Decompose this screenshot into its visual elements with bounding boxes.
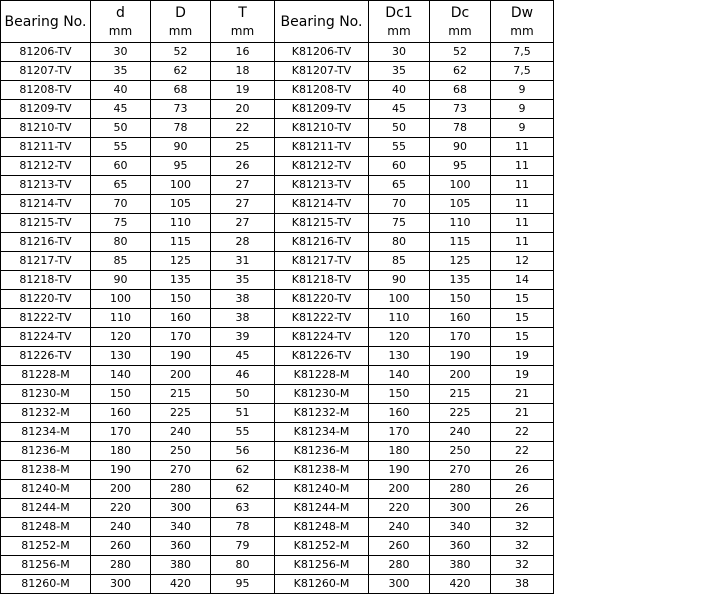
cell-bearing-no: 81224-TV (1, 328, 91, 347)
cell-t: 25 (211, 138, 275, 157)
cell-k-bearing-no: K81215-TV (275, 214, 369, 233)
cell-d: 85 (91, 252, 151, 271)
cell-d: 220 (91, 499, 151, 518)
cell-outer-d: 190 (151, 347, 211, 366)
cell-dw: 19 (491, 366, 554, 385)
cell-dc1: 35 (369, 62, 430, 81)
header-unit: mm (230, 23, 255, 38)
header-label: Dc (450, 4, 470, 21)
cell-bearing-no: 81240-M (1, 480, 91, 499)
cell-dw: 9 (491, 81, 554, 100)
cell-dc1: 55 (369, 138, 430, 157)
cell-dc: 115 (430, 233, 491, 252)
cell-d: 65 (91, 176, 151, 195)
header-label: Dc1 (385, 4, 413, 21)
table-row (1, 43, 554, 62)
cell-dw: 26 (491, 461, 554, 480)
cell-outer-d: 110 (151, 214, 211, 233)
cell-outer-d: 240 (151, 423, 211, 442)
cell-k-bearing-no: K81260-M (275, 575, 369, 594)
cell-outer-d: 380 (151, 556, 211, 575)
cell-dc: 68 (430, 81, 491, 100)
cell-bearing-no: 81213-TV (1, 176, 91, 195)
cell-k-bearing-no: K81256-M (275, 556, 369, 575)
header-row (1, 1, 554, 43)
cell-t: 35 (211, 271, 275, 290)
cell-dw: 15 (491, 290, 554, 309)
cell-dc: 225 (430, 404, 491, 423)
cell-t: 63 (211, 499, 275, 518)
cell-t: 20 (211, 100, 275, 119)
cell-dw: 38 (491, 575, 554, 594)
cell-k-bearing-no: K81240-M (275, 480, 369, 499)
cell-dw: 21 (491, 404, 554, 423)
cell-t: 27 (211, 176, 275, 195)
cell-outer-d: 250 (151, 442, 211, 461)
cell-k-bearing-no: K81226-TV (275, 347, 369, 366)
cell-dc: 135 (430, 271, 491, 290)
cell-k-bearing-no: K81234-M (275, 423, 369, 442)
cell-k-bearing-no: K81238-M (275, 461, 369, 480)
cell-bearing-no: 81218-TV (1, 271, 91, 290)
header-T (211, 1, 275, 43)
cell-bearing-no: 81222-TV (1, 309, 91, 328)
cell-t: 19 (211, 81, 275, 100)
cell-d: 150 (91, 385, 151, 404)
header-bearing-no-k (275, 1, 369, 43)
cell-dc: 380 (430, 556, 491, 575)
cell-t: 62 (211, 480, 275, 499)
cell-d: 90 (91, 271, 151, 290)
cell-t: 22 (211, 119, 275, 138)
cell-dc1: 200 (369, 480, 430, 499)
cell-dc: 270 (430, 461, 491, 480)
cell-dc: 52 (430, 43, 491, 62)
cell-outer-d: 300 (151, 499, 211, 518)
cell-d: 120 (91, 328, 151, 347)
cell-dc1: 180 (369, 442, 430, 461)
cell-bearing-no: 81210-TV (1, 119, 91, 138)
cell-k-bearing-no: K81218-TV (275, 271, 369, 290)
cell-outer-d: 200 (151, 366, 211, 385)
cell-dc: 95 (430, 157, 491, 176)
cell-t: 55 (211, 423, 275, 442)
cell-bearing-no: 81217-TV (1, 252, 91, 271)
table-row (1, 537, 554, 556)
cell-dw: 32 (491, 537, 554, 556)
header-label: Bearing No. (280, 13, 363, 30)
cell-outer-d: 125 (151, 252, 211, 271)
cell-k-bearing-no: K81213-TV (275, 176, 369, 195)
table-row (1, 328, 554, 347)
header-unit: mm (387, 23, 411, 38)
cell-d: 260 (91, 537, 151, 556)
table-row (1, 385, 554, 404)
cell-bearing-no: 81228-M (1, 366, 91, 385)
cell-outer-d: 62 (151, 62, 211, 81)
cell-d: 45 (91, 100, 151, 119)
cell-dc: 73 (430, 100, 491, 119)
table-row (1, 157, 554, 176)
cell-k-bearing-no: K81222-TV (275, 309, 369, 328)
cell-k-bearing-no: K81210-TV (275, 119, 369, 138)
cell-dc: 160 (430, 309, 491, 328)
cell-dc1: 50 (369, 119, 430, 138)
cell-k-bearing-no: K81244-M (275, 499, 369, 518)
cell-dw: 11 (491, 214, 554, 233)
cell-dc: 170 (430, 328, 491, 347)
cell-dc: 100 (430, 176, 491, 195)
table-row (1, 556, 554, 575)
cell-t: 56 (211, 442, 275, 461)
cell-t: 39 (211, 328, 275, 347)
cell-dw: 22 (491, 423, 554, 442)
cell-dc1: 30 (369, 43, 430, 62)
cell-outer-d: 115 (151, 233, 211, 252)
cell-d: 80 (91, 233, 151, 252)
cell-d: 55 (91, 138, 151, 157)
cell-bearing-no: 81238-M (1, 461, 91, 480)
cell-dc1: 140 (369, 366, 430, 385)
cell-dc1: 40 (369, 81, 430, 100)
cell-t: 95 (211, 575, 275, 594)
cell-dw: 9 (491, 100, 554, 119)
table-row (1, 423, 554, 442)
cell-outer-d: 68 (151, 81, 211, 100)
cell-dc1: 65 (369, 176, 430, 195)
header-dw (491, 1, 554, 43)
table-row (1, 100, 554, 119)
table-row (1, 404, 554, 423)
cell-d: 100 (91, 290, 151, 309)
cell-k-bearing-no: K81207-TV (275, 62, 369, 81)
cell-dc1: 220 (369, 499, 430, 518)
cell-dc: 62 (430, 62, 491, 81)
cell-dc1: 100 (369, 290, 430, 309)
header-label: Dw (510, 4, 534, 21)
cell-dw: 11 (491, 157, 554, 176)
cell-outer-d: 170 (151, 328, 211, 347)
cell-dw: 11 (491, 233, 554, 252)
cell-dc1: 90 (369, 271, 430, 290)
cell-k-bearing-no: K81208-TV (275, 81, 369, 100)
cell-k-bearing-no: K81214-TV (275, 195, 369, 214)
cell-d: 200 (91, 480, 151, 499)
cell-dc1: 75 (369, 214, 430, 233)
cell-d: 280 (91, 556, 151, 575)
table-row (1, 119, 554, 138)
cell-outer-d: 100 (151, 176, 211, 195)
table-row (1, 518, 554, 537)
cell-outer-d: 78 (151, 119, 211, 138)
cell-dc: 200 (430, 366, 491, 385)
cell-bearing-no: 81252-M (1, 537, 91, 556)
cell-t: 46 (211, 366, 275, 385)
cell-dc: 190 (430, 347, 491, 366)
table-row (1, 62, 554, 81)
cell-d: 240 (91, 518, 151, 537)
cell-k-bearing-no: K81232-M (275, 404, 369, 423)
table-row (1, 309, 554, 328)
cell-dc1: 300 (369, 575, 430, 594)
cell-dc: 90 (430, 138, 491, 157)
cell-outer-d: 360 (151, 537, 211, 556)
table-row (1, 347, 554, 366)
table-row (1, 366, 554, 385)
cell-bearing-no: 81214-TV (1, 195, 91, 214)
table-row (1, 271, 554, 290)
cell-k-bearing-no: K81211-TV (275, 138, 369, 157)
cell-d: 30 (91, 43, 151, 62)
cell-d: 40 (91, 81, 151, 100)
table-row (1, 233, 554, 252)
header-label: D (175, 4, 186, 21)
cell-dc1: 280 (369, 556, 430, 575)
cell-t: 27 (211, 214, 275, 233)
cell-t: 62 (211, 461, 275, 480)
table-body (1, 43, 554, 594)
cell-t: 50 (211, 385, 275, 404)
cell-dw: 9 (491, 119, 554, 138)
table-row (1, 176, 554, 195)
cell-d: 75 (91, 214, 151, 233)
table-row (1, 480, 554, 499)
cell-dc: 110 (430, 214, 491, 233)
cell-k-bearing-no: K81224-TV (275, 328, 369, 347)
header-dc1 (369, 1, 430, 43)
table-row (1, 195, 554, 214)
cell-bearing-no: 81230-M (1, 385, 91, 404)
cell-dw: 11 (491, 195, 554, 214)
cell-t: 79 (211, 537, 275, 556)
header-unit: mm (510, 23, 534, 38)
cell-k-bearing-no: K81220-TV (275, 290, 369, 309)
cell-dw: 21 (491, 385, 554, 404)
cell-dw: 32 (491, 518, 554, 537)
header-label: d (116, 4, 125, 21)
cell-d: 140 (91, 366, 151, 385)
cell-k-bearing-no: K81236-M (275, 442, 369, 461)
cell-d: 110 (91, 309, 151, 328)
cell-bearing-no: 81236-M (1, 442, 91, 461)
cell-d: 70 (91, 195, 151, 214)
cell-bearing-no: 81244-M (1, 499, 91, 518)
cell-dc1: 260 (369, 537, 430, 556)
cell-dw: 12 (491, 252, 554, 271)
cell-bearing-no: 81207-TV (1, 62, 91, 81)
cell-t: 51 (211, 404, 275, 423)
cell-d: 160 (91, 404, 151, 423)
cell-d: 180 (91, 442, 151, 461)
cell-dw: 22 (491, 442, 554, 461)
cell-t: 27 (211, 195, 275, 214)
cell-d: 300 (91, 575, 151, 594)
cell-dc1: 70 (369, 195, 430, 214)
cell-d: 60 (91, 157, 151, 176)
cell-t: 26 (211, 157, 275, 176)
cell-t: 18 (211, 62, 275, 81)
cell-dw: 7,5 (491, 62, 554, 81)
cell-outer-d: 95 (151, 157, 211, 176)
cell-dc1: 45 (369, 100, 430, 119)
table-row (1, 214, 554, 233)
table-row (1, 81, 554, 100)
cell-dc: 150 (430, 290, 491, 309)
cell-bearing-no: 81209-TV (1, 100, 91, 119)
cell-t: 78 (211, 518, 275, 537)
cell-dc1: 120 (369, 328, 430, 347)
cell-k-bearing-no: K81217-TV (275, 252, 369, 271)
header-unit: mm (168, 23, 193, 38)
cell-bearing-no: 81234-M (1, 423, 91, 442)
cell-outer-d: 225 (151, 404, 211, 423)
cell-dc: 360 (430, 537, 491, 556)
cell-dw: 15 (491, 328, 554, 347)
cell-dw: 26 (491, 499, 554, 518)
cell-t: 45 (211, 347, 275, 366)
cell-bearing-no: 81215-TV (1, 214, 91, 233)
cell-dw: 19 (491, 347, 554, 366)
table-row (1, 461, 554, 480)
cell-bearing-no: 81232-M (1, 404, 91, 423)
cell-t: 16 (211, 43, 275, 62)
cell-bearing-no: 81220-TV (1, 290, 91, 309)
table-row (1, 442, 554, 461)
cell-k-bearing-no: K81248-M (275, 518, 369, 537)
cell-dc: 215 (430, 385, 491, 404)
cell-bearing-no: 81260-M (1, 575, 91, 594)
cell-d: 190 (91, 461, 151, 480)
cell-outer-d: 160 (151, 309, 211, 328)
cell-k-bearing-no: K81228-M (275, 366, 369, 385)
header-unit: mm (108, 23, 133, 38)
cell-outer-d: 420 (151, 575, 211, 594)
header-label: Bearing No. (4, 13, 87, 30)
header-label: T (238, 4, 247, 21)
table-header (1, 1, 554, 43)
cell-bearing-no: 81248-M (1, 518, 91, 537)
cell-dc: 340 (430, 518, 491, 537)
cell-dw: 15 (491, 309, 554, 328)
cell-bearing-no: 81256-M (1, 556, 91, 575)
cell-dw: 11 (491, 176, 554, 195)
cell-dc1: 160 (369, 404, 430, 423)
cell-dw: 26 (491, 480, 554, 499)
table-row (1, 138, 554, 157)
table-row (1, 499, 554, 518)
table-row (1, 290, 554, 309)
cell-outer-d: 52 (151, 43, 211, 62)
cell-dc1: 85 (369, 252, 430, 271)
cell-dw: 11 (491, 138, 554, 157)
cell-outer-d: 270 (151, 461, 211, 480)
cell-d: 50 (91, 119, 151, 138)
cell-dw: 32 (491, 556, 554, 575)
cell-outer-d: 135 (151, 271, 211, 290)
cell-bearing-no: 81211-TV (1, 138, 91, 157)
cell-dc: 78 (430, 119, 491, 138)
cell-dc: 125 (430, 252, 491, 271)
cell-dc1: 150 (369, 385, 430, 404)
cell-d: 130 (91, 347, 151, 366)
cell-bearing-no: 81206-TV (1, 43, 91, 62)
cell-outer-d: 215 (151, 385, 211, 404)
cell-dc1: 240 (369, 518, 430, 537)
cell-bearing-no: 81216-TV (1, 233, 91, 252)
cell-dc1: 110 (369, 309, 430, 328)
cell-d: 35 (91, 62, 151, 81)
cell-dc1: 130 (369, 347, 430, 366)
header-D (151, 1, 211, 43)
cell-k-bearing-no: K81212-TV (275, 157, 369, 176)
header-bearing-no (1, 1, 91, 43)
cell-outer-d: 340 (151, 518, 211, 537)
cell-k-bearing-no: K81216-TV (275, 233, 369, 252)
cell-t: 38 (211, 309, 275, 328)
cell-outer-d: 73 (151, 100, 211, 119)
cell-outer-d: 280 (151, 480, 211, 499)
header-d (91, 1, 151, 43)
cell-dc1: 170 (369, 423, 430, 442)
cell-t: 38 (211, 290, 275, 309)
cell-bearing-no: 81208-TV (1, 81, 91, 100)
header-unit: mm (448, 23, 472, 38)
table-row (1, 252, 554, 271)
cell-bearing-no: 81212-TV (1, 157, 91, 176)
cell-outer-d: 105 (151, 195, 211, 214)
cell-dc1: 60 (369, 157, 430, 176)
cell-dc: 280 (430, 480, 491, 499)
header-dc (430, 1, 491, 43)
cell-outer-d: 150 (151, 290, 211, 309)
cell-bearing-no: 81226-TV (1, 347, 91, 366)
table-row (1, 575, 554, 594)
cell-dc: 420 (430, 575, 491, 594)
cell-d: 170 (91, 423, 151, 442)
cell-dw: 14 (491, 271, 554, 290)
cell-dc: 250 (430, 442, 491, 461)
cell-dc1: 80 (369, 233, 430, 252)
cell-t: 31 (211, 252, 275, 271)
cell-k-bearing-no: K81252-M (275, 537, 369, 556)
cell-dc: 105 (430, 195, 491, 214)
cell-k-bearing-no: K81230-M (275, 385, 369, 404)
cell-t: 28 (211, 233, 275, 252)
cell-dc1: 190 (369, 461, 430, 480)
cell-dc: 300 (430, 499, 491, 518)
cell-t: 80 (211, 556, 275, 575)
cell-outer-d: 90 (151, 138, 211, 157)
cell-dc: 240 (430, 423, 491, 442)
cell-k-bearing-no: K81206-TV (275, 43, 369, 62)
cell-dw: 7,5 (491, 43, 554, 62)
cell-k-bearing-no: K81209-TV (275, 100, 369, 119)
